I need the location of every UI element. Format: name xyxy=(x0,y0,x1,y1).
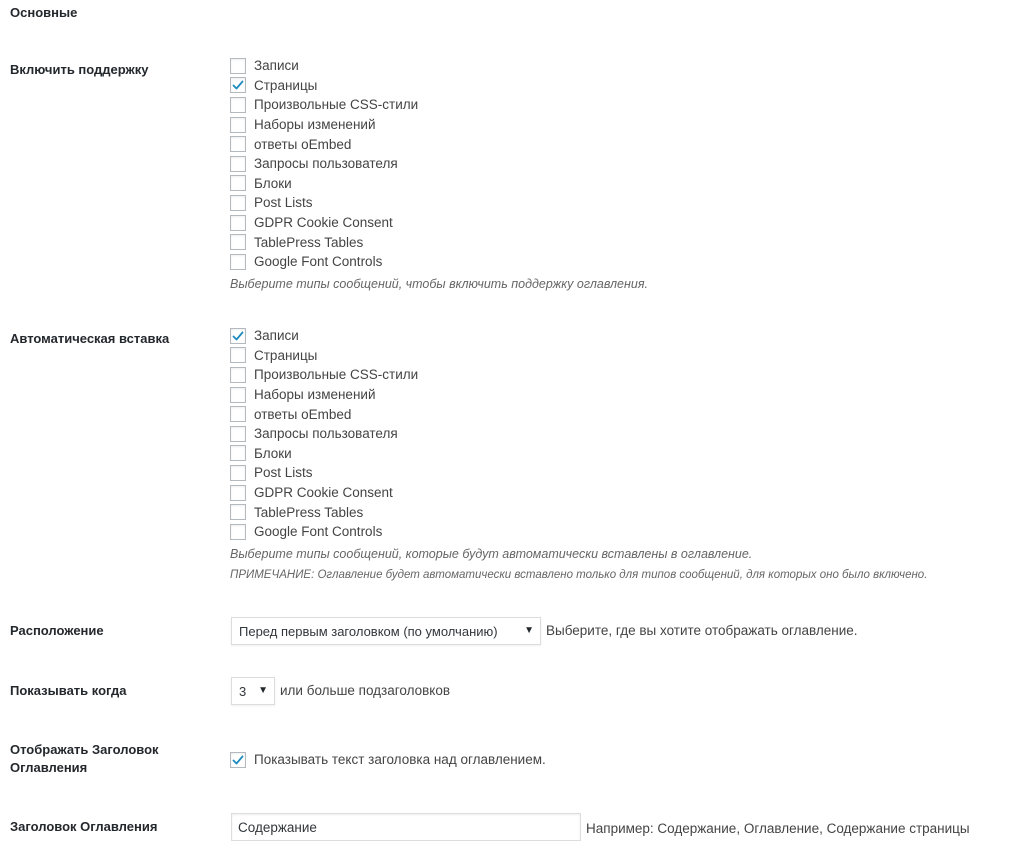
enable-support-option[interactable] xyxy=(230,56,418,76)
auto-insert-checkbox[interactable] xyxy=(230,504,246,520)
auto-insert-checkbox[interactable] xyxy=(230,485,246,501)
auto-insert-option-label: Запросы пользователя xyxy=(254,426,398,442)
toc-title-input[interactable] xyxy=(231,813,581,841)
enable-support-options xyxy=(230,56,418,272)
auto-insert-option-label: ответы oEmbed xyxy=(254,406,352,422)
auto-insert-option[interactable] xyxy=(230,522,418,542)
enable-support-checkbox[interactable] xyxy=(230,175,246,191)
check-icon xyxy=(231,753,245,767)
position-help: Выберите, где вы хотите отображать оглавление. xyxy=(546,623,858,638)
auto-insert-option[interactable] xyxy=(230,483,418,503)
enable-support-option-label: Страницы xyxy=(254,77,318,93)
position-select[interactable] xyxy=(231,617,541,645)
enable-support-checkbox[interactable] xyxy=(230,195,246,211)
toc-title-input-value: Содержание xyxy=(238,819,317,835)
auto-insert-checkbox[interactable] xyxy=(230,406,246,422)
auto-insert-option-label: Произвольные CSS-стили xyxy=(254,367,419,383)
enable-support-option[interactable] xyxy=(230,95,418,115)
toc-title-help: Например: Содержание, Оглавление, Содержание страницы xyxy=(586,821,970,836)
enable-support-checkbox[interactable] xyxy=(230,234,246,250)
auto-insert-option[interactable] xyxy=(230,502,418,522)
auto-insert-checkbox[interactable] xyxy=(230,445,246,461)
auto-insert-checkbox[interactable] xyxy=(230,328,246,344)
enable-support-option[interactable] xyxy=(230,193,418,213)
auto-insert-label: Автоматическая вставка xyxy=(10,331,170,346)
auto-insert-checkbox[interactable] xyxy=(230,524,246,540)
show-title-checkbox[interactable] xyxy=(230,752,246,768)
auto-insert-option-label: Страницы xyxy=(254,347,318,363)
enable-support-option[interactable] xyxy=(230,213,418,233)
auto-insert-option[interactable] xyxy=(230,444,418,464)
auto-insert-option[interactable] xyxy=(230,424,418,444)
enable-support-option-label: Записи xyxy=(254,58,299,74)
auto-insert-option-label: Наборы изменений xyxy=(254,387,376,403)
auto-insert-note: ПРИМЕЧАНИЕ: Оглавление будет автоматически вставлено только для типов сообщений, для которых оно было включено. xyxy=(230,569,928,581)
auto-insert-option[interactable] xyxy=(230,365,418,385)
auto-insert-checkbox[interactable] xyxy=(230,465,246,481)
enable-support-option-label: Post Lists xyxy=(254,195,313,211)
enable-support-checkbox[interactable] xyxy=(230,97,246,113)
auto-insert-option-label: Блоки xyxy=(254,445,292,461)
auto-insert-description: Выберите типы сообщений, которые будут автоматически вставлены в оглавление. xyxy=(230,547,753,561)
enable-support-checkbox[interactable] xyxy=(230,136,246,152)
enable-support-option-label: ответы oEmbed xyxy=(254,136,352,152)
auto-insert-checkbox[interactable] xyxy=(230,347,246,363)
dropdown-arrow-icon: ▼ xyxy=(524,625,534,636)
show-title-option xyxy=(230,750,546,770)
enable-support-option-label: Наборы изменений xyxy=(254,117,376,133)
show-when-label: Показывать когда xyxy=(10,683,127,698)
show-when-select-value: 3 xyxy=(239,683,247,699)
auto-insert-checkbox[interactable] xyxy=(230,387,246,403)
dropdown-arrow-icon: ▼ xyxy=(258,685,268,696)
check-icon xyxy=(231,329,245,343)
enable-support-option[interactable] xyxy=(230,174,418,194)
auto-insert-option-label: Post Lists xyxy=(254,465,313,481)
auto-insert-option-label: Записи xyxy=(254,328,299,344)
enable-support-option-label: Google Font Controls xyxy=(254,254,383,270)
show-when-suffix: или больше подзаголовков xyxy=(280,683,451,698)
auto-insert-option-label: Google Font Controls xyxy=(254,524,383,540)
auto-insert-option-label: GDPR Cookie Consent xyxy=(254,485,393,501)
auto-insert-option[interactable] xyxy=(230,385,418,405)
enable-support-description: Выберите типы сообщений, чтобы включить поддержку оглавления. xyxy=(230,277,648,291)
enable-support-checkbox[interactable] xyxy=(230,77,246,93)
show-title-label: Отображать Заголовок Оглавления xyxy=(10,742,159,775)
auto-insert-option-label: TablePress Tables xyxy=(254,504,364,520)
section-title: Основные xyxy=(10,5,78,20)
auto-insert-checkbox[interactable] xyxy=(230,426,246,442)
auto-insert-option[interactable] xyxy=(230,463,418,483)
enable-support-checkbox[interactable] xyxy=(230,117,246,133)
auto-insert-option[interactable] xyxy=(230,326,418,346)
position-label: Расположение xyxy=(10,623,104,638)
enable-support-option[interactable] xyxy=(230,76,418,96)
show-title-item[interactable] xyxy=(230,750,546,770)
enable-support-option-label: Произвольные CSS-стили xyxy=(254,97,419,113)
enable-support-checkbox[interactable] xyxy=(230,254,246,270)
enable-support-checkbox[interactable] xyxy=(230,58,246,74)
enable-support-checkbox[interactable] xyxy=(230,215,246,231)
check-icon xyxy=(231,78,245,92)
enable-support-option[interactable] xyxy=(230,154,418,174)
position-select-value: Перед первым заголовком (по умолчанию) xyxy=(239,623,498,639)
enable-support-option-label: GDPR Cookie Consent xyxy=(254,215,393,231)
auto-insert-options xyxy=(230,326,418,542)
auto-insert-checkbox[interactable] xyxy=(230,367,246,383)
enable-support-label: Включить поддержку xyxy=(10,62,149,77)
enable-support-option-label: Запросы пользователя xyxy=(254,156,398,172)
enable-support-option[interactable] xyxy=(230,134,418,154)
enable-support-option[interactable] xyxy=(230,252,418,272)
enable-support-option[interactable] xyxy=(230,232,418,252)
auto-insert-option[interactable] xyxy=(230,404,418,424)
enable-support-option[interactable] xyxy=(230,115,418,135)
show-title-checkbox-label: Показывать текст заголовка над оглавлением. xyxy=(254,752,546,768)
toc-title-label: Заголовок Оглавления xyxy=(10,819,158,834)
enable-support-option-label: Блоки xyxy=(254,175,292,191)
enable-support-checkbox[interactable] xyxy=(230,156,246,172)
enable-support-option-label: TablePress Tables xyxy=(254,234,364,250)
show-when-select[interactable] xyxy=(231,677,275,705)
auto-insert-option[interactable] xyxy=(230,346,418,366)
